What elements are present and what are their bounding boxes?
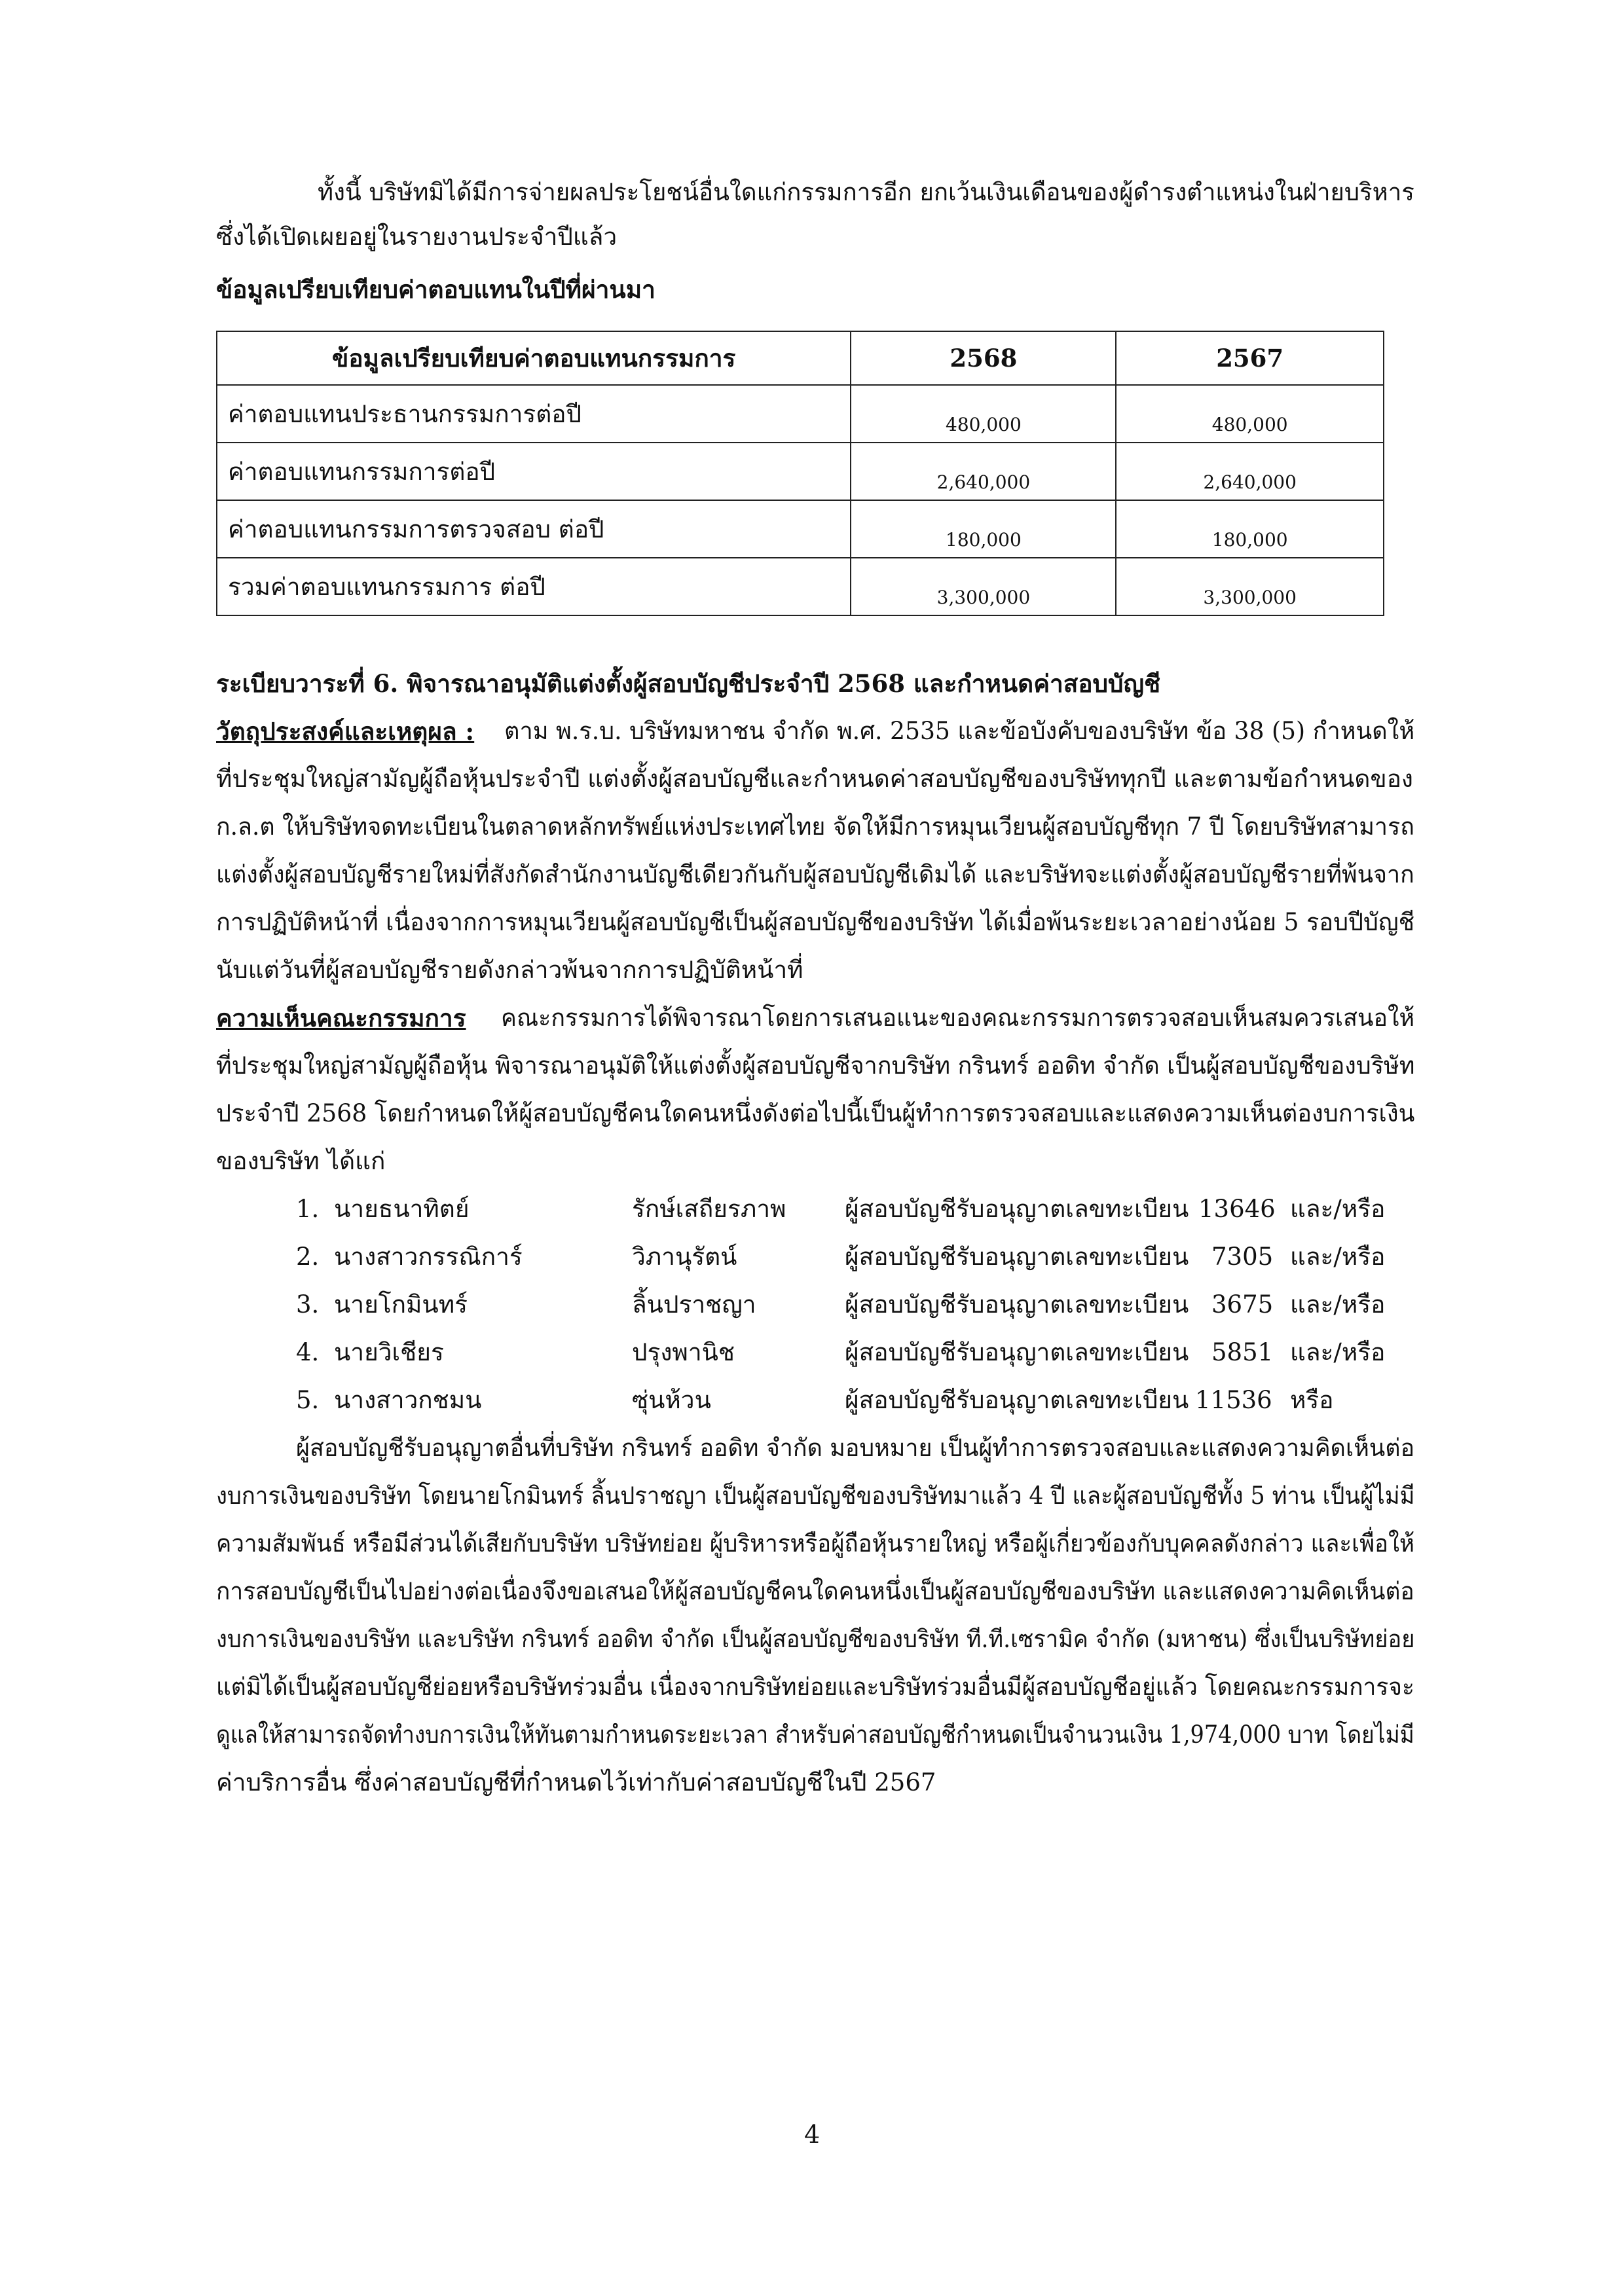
auditor-description: ผู้สอบบัญชีรับอนุญาตเลขทะเบียน bbox=[845, 1386, 1189, 1414]
auditor-first-name: นายวิเชียร bbox=[334, 1338, 444, 1366]
closing-line: งบการเงินของบริษัท และบริษัท กรินทร์ ออดิท จำกัด เป็นผู้สอบบัญชีของบริษัท ที.ที.เซรามิค จำกัด (มหาชน) ซึ่งเป็นบริษัทย่อย bbox=[216, 1625, 1415, 1653]
closing-line: การสอบบัญชีเป็นไปอย่างต่อเนื่องจึงขอเสนอให้ผู้สอบบัญชีคนใดคนหนึ่งเป็นผู้สอบบัญชีของบริษัท และแสดงความคิดเห็นต่อ bbox=[216, 1577, 1414, 1605]
table-cell: 3,300,000 bbox=[1116, 558, 1384, 615]
opinion-line: คณะกรรมการได้พิจารณาโดยการเสนอแนะของคณะกรรมการตรวจสอบเห็นสมควรเสนอให้ bbox=[501, 1004, 1415, 1032]
auditor-last-name: ลิ้นปราชญา bbox=[632, 1290, 756, 1319]
auditor-number: 4. bbox=[296, 1338, 320, 1366]
table-row bbox=[217, 443, 1384, 500]
auditor-description: ผู้สอบบัญชีรับอนุญาตเลขทะเบียน bbox=[845, 1243, 1189, 1271]
closing-line: งบการเงินของบริษัท โดยนายโกมินทร์ ลิ้นปราชญา เป็นผู้สอบบัญชีของบริษัทมาแล้ว 4 ปี และผู้สอบบัญชีทั้ง 5 ท่าน เป็นผู้ไม่มี bbox=[216, 1482, 1415, 1510]
table-cell: 3,300,000 bbox=[851, 558, 1116, 615]
closing-line: ความสัมพันธ์ หรือมีส่วนได้เสียกับบริษัท บริษัทย่อย ผู้บริหารหรือผู้ถือหุ้นรายใหญ่ หรือผู้เกี่ยวข้องกับบุคคลดังกล่าว และเพื่อให้ bbox=[216, 1529, 1415, 1558]
table-row bbox=[217, 500, 1384, 558]
objective-line: นับแต่วันที่ผู้สอบบัญชีรายดังกล่าวพ้นจากการปฏิบัติหน้าที่ bbox=[216, 956, 803, 984]
auditor-first-name: นายโกมินทร์ bbox=[334, 1290, 468, 1319]
auditor-number: 5. bbox=[296, 1386, 320, 1414]
table-header-row bbox=[217, 331, 1384, 385]
auditor-number: 1. bbox=[296, 1195, 320, 1223]
table-row bbox=[217, 558, 1384, 615]
auditor-reg-number: 13646 bbox=[1198, 1195, 1276, 1223]
compensation-comparison-table bbox=[216, 331, 1384, 616]
opinion-line: ประจำปี 2568 โดยกำหนดให้ผู้สอบบัญชีคนใดคนหนึ่งดังต่อไปนี้เป็นผู้ทำการตรวจสอบและแสดงความเห็นต่องบการเงิน bbox=[216, 1099, 1415, 1127]
auditor-conjunction: และ/หรือ bbox=[1290, 1195, 1386, 1223]
table-header-cell: 2567 bbox=[1116, 331, 1384, 385]
auditor-conjunction: และ/หรือ bbox=[1290, 1338, 1386, 1366]
auditor-reg-number: 3675 bbox=[1211, 1290, 1274, 1319]
auditor-last-name: รักษ์เสถียรภาพ bbox=[632, 1195, 786, 1223]
table-cell: 2,640,000 bbox=[1116, 443, 1384, 500]
opinion-label: ความเห็นคณะกรรมการ bbox=[216, 1004, 466, 1032]
table-cell: รวมค่าตอบแทนกรรมการ ต่อปี bbox=[217, 558, 851, 615]
table-cell: 2,640,000 bbox=[851, 443, 1116, 500]
table-cell: 180,000 bbox=[851, 500, 1116, 558]
objective-line: ก.ล.ต ให้บริษัทจดทะเบียนในตลาดหลักทรัพย์แห่งประเทศไทย จัดให้มีการหมุนเวียนผู้สอบบัญชีทุก 7 ปี โดยบริษัทสามารถ bbox=[216, 812, 1414, 841]
auditor-last-name: วิภานุรัตน์ bbox=[632, 1243, 737, 1271]
opinion-line: ที่ประชุมใหญ่สามัญผู้ถือหุ้น พิจารณาอนุมัติให้แต่งตั้งผู้สอบบัญชีจากบริษัท กรินทร์ ออดิท จำกัด เป็นผู้สอบบัญชีของบริษัท bbox=[216, 1051, 1415, 1080]
auditor-description: ผู้สอบบัญชีรับอนุญาตเลขทะเบียน bbox=[845, 1195, 1189, 1223]
auditor-conjunction: และ/หรือ bbox=[1290, 1243, 1386, 1271]
page-number: 4 bbox=[804, 2120, 821, 2149]
table-row bbox=[217, 385, 1384, 443]
objective-line: ตาม พ.ร.บ. บริษัทมหาชน จำกัด พ.ศ. 2535 และข้อบังคับของบริษัท ข้อ 38 (5) กำหนดให้ bbox=[504, 717, 1415, 745]
auditor-first-name: นางสาวกรรณิการ์ bbox=[334, 1243, 523, 1271]
objective-line: การปฏิบัติหน้าที่ เนื่องจากการหมุนเวียนผู้สอบบัญชีเป็นผู้สอบบัญชีของบริษัท ได้เมื่อพ้นระยะเวลาอย่างน้อย 5 รอบปีบัญชี bbox=[216, 908, 1415, 936]
auditor-conjunction: หรือ bbox=[1290, 1386, 1334, 1414]
auditor-reg-number: 7305 bbox=[1211, 1243, 1274, 1271]
table-cell: 480,000 bbox=[851, 385, 1116, 443]
intro-line-1: ทั้งนี้ บริษัทมิได้มีการจ่ายผลประโยชน์อื่นใดแก่กรรมการอีก ยกเว้นเงินเดือนของผู้ดำรงตำแหน่งในฝ่ายบริหาร bbox=[318, 178, 1414, 206]
intro-line-2: ซึ่งได้เปิดเผยอยู่ในรายงานประจำปีแล้ว bbox=[216, 223, 618, 251]
objective-line: ที่ประชุมใหญ่สามัญผู้ถือหุ้นประจำปี แต่งตั้งผู้สอบบัญชีและกำหนดค่าสอบบัญชีของบริษัททุกปี และตามข้อกำหนดของ bbox=[216, 765, 1413, 793]
auditor-reg-number: 11536 bbox=[1195, 1386, 1272, 1414]
table-cell: 480,000 bbox=[1116, 385, 1384, 443]
auditor-reg-number: 5851 bbox=[1211, 1338, 1274, 1366]
auditor-first-name: นายธนาทิตย์ bbox=[334, 1195, 470, 1223]
objective-label: วัตถุประสงค์และเหตุผล : bbox=[216, 717, 475, 746]
closing-line: ค่าบริการอื่น ซึ่งค่าสอบบัญชีที่กำหนดไว้เท่ากับค่าสอบบัญชีในปี 2567 bbox=[216, 1768, 936, 1796]
comparison-heading: ข้อมูลเปรียบเทียบค่าตอบแทนในปีที่ผ่านมา bbox=[216, 275, 655, 304]
opinion-line: ของบริษัท ได้แก่ bbox=[216, 1147, 386, 1175]
auditor-description: ผู้สอบบัญชีรับอนุญาตเลขทะเบียน bbox=[845, 1338, 1189, 1366]
table-header-cell: ข้อมูลเปรียบเทียบค่าตอบแทนกรรมการ bbox=[217, 331, 851, 385]
agenda-title: ระเบียบวาระที่ 6. พิจารณาอนุมัติแต่งตั้งผู้สอบบัญชีประจำปี 2568 และกำหนดค่าสอบบัญชี bbox=[216, 669, 1161, 698]
table-header-cell: 2568 bbox=[851, 331, 1116, 385]
auditor-last-name: ปรุงพานิช bbox=[632, 1338, 735, 1366]
table-cell: 180,000 bbox=[1116, 500, 1384, 558]
auditor-last-name: ซุ่นห้วน bbox=[632, 1386, 711, 1414]
auditor-conjunction: และ/หรือ bbox=[1290, 1290, 1386, 1319]
auditor-description: ผู้สอบบัญชีรับอนุญาตเลขทะเบียน bbox=[845, 1290, 1189, 1319]
table-cell: ค่าตอบแทนประธานกรรมการต่อปี bbox=[217, 385, 851, 443]
closing-line: ดูแลให้สามารถจัดทำงบการเงินให้ทันตามกำหนดระยะเวลา สำหรับค่าสอบบัญชีกำหนดเป็นจำนวนเงิน 1,974,000 บาท โดยไม่มี bbox=[216, 1721, 1414, 1749]
auditor-number: 2. bbox=[296, 1243, 320, 1271]
closing-line: แต่มิได้เป็นผู้สอบบัญชีย่อยหรือบริษัทร่วมอื่น เนื่องจากบริษัทย่อยและบริษัทร่วมอื่นมีผู้สอบบัญชีอยู่แล้ว โดยคณะกรรมการจะ bbox=[216, 1673, 1414, 1701]
objective-line: แต่งตั้งผู้สอบบัญชีรายใหม่ที่สังกัดสำนักงานบัญชีเดียวกันกับผู้สอบบัญชีเดิมได้ และบริษัทจะแต่งตั้งผู้สอบบัญชีรายที่พ้นจาก bbox=[216, 860, 1414, 888]
auditor-first-name: นางสาวกชมน bbox=[334, 1386, 482, 1414]
closing-line: ผู้สอบบัญชีรับอนุญาตอื่นที่บริษัท กรินทร์ ออดิท จำกัด มอบหมาย เป็นผู้ทำการตรวจสอบและแสดงความคิดเห็นต่อ bbox=[296, 1434, 1415, 1462]
table-cell: ค่าตอบแทนกรรมการต่อปี bbox=[217, 443, 851, 500]
table-cell: ค่าตอบแทนกรรมการตรวจสอบ ต่อปี bbox=[217, 500, 851, 558]
auditor-number: 3. bbox=[296, 1290, 320, 1319]
